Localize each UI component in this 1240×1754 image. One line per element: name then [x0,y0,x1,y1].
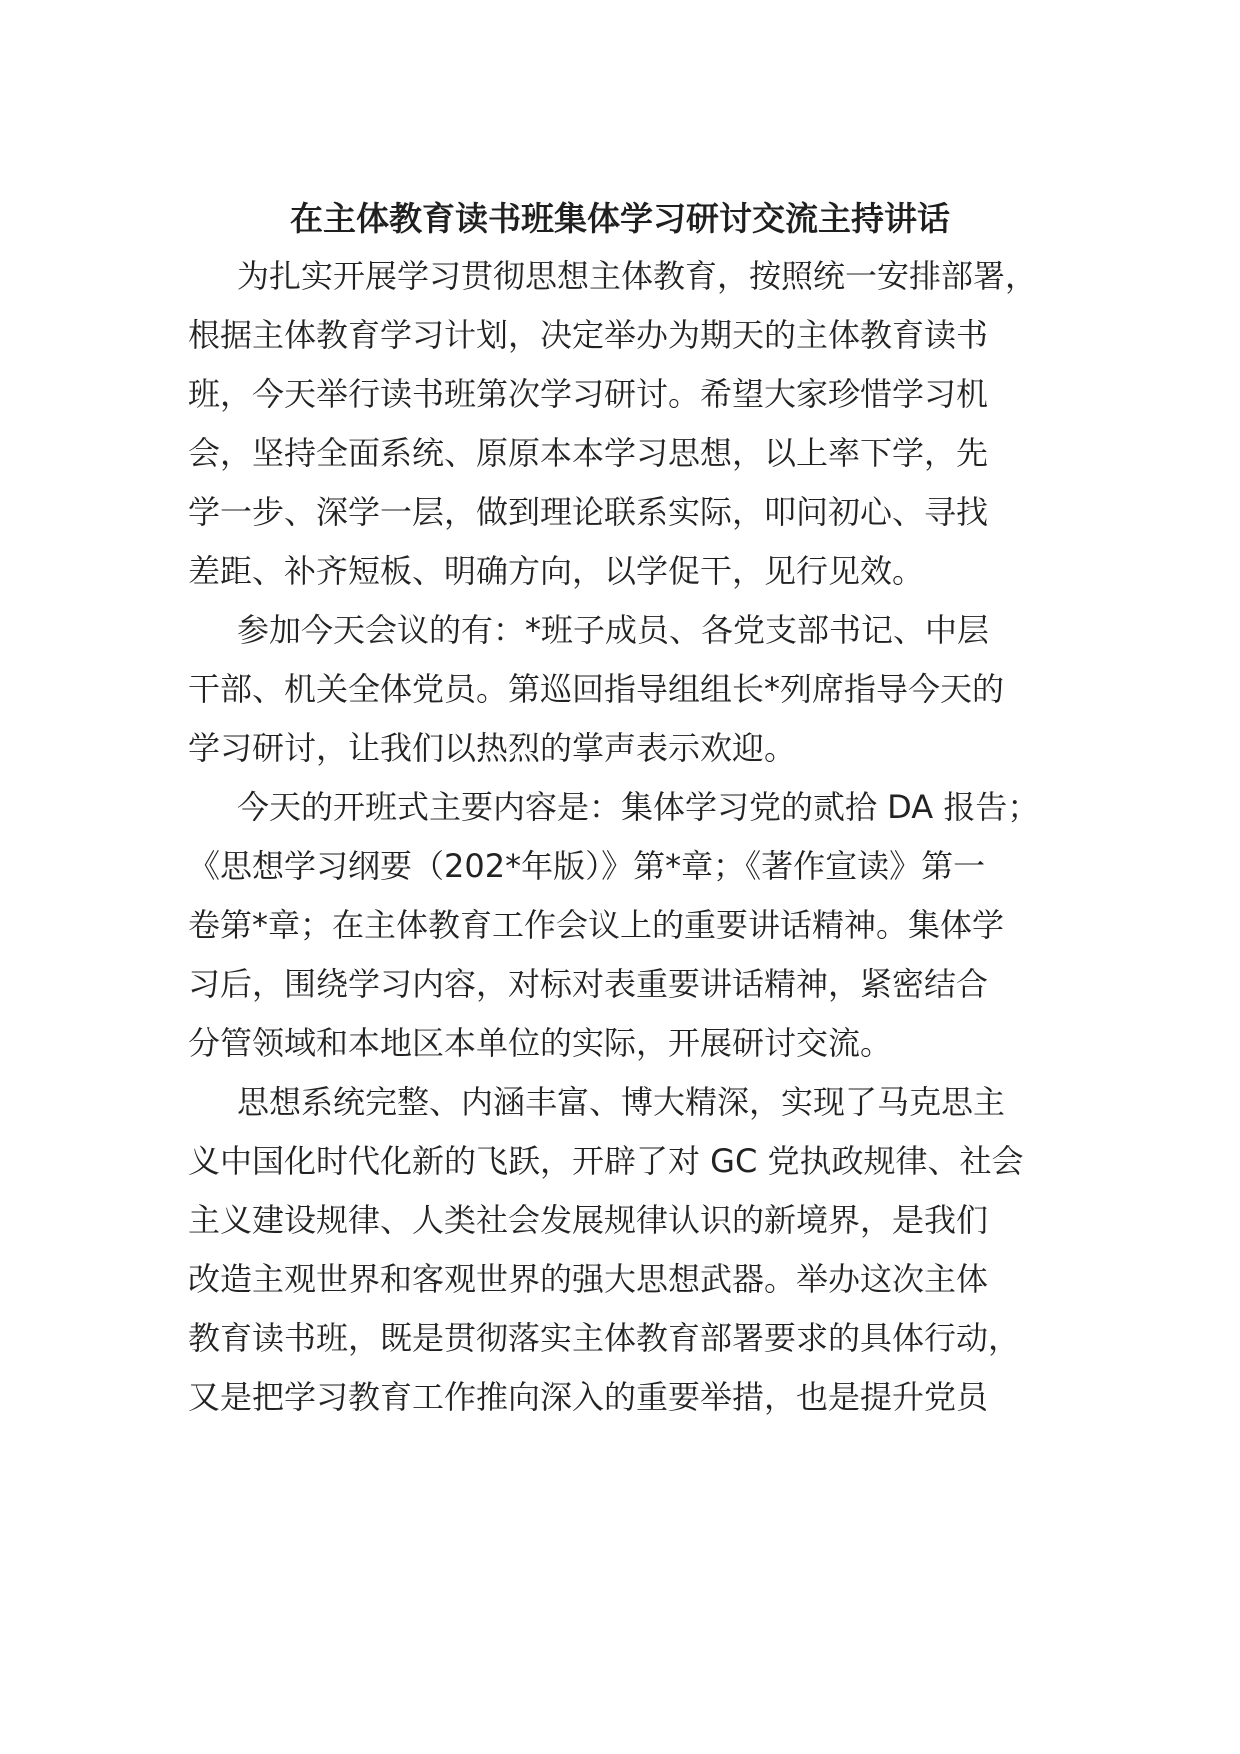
text-line: 《思想学习纲要（202*年版）》第*章；《著作宣读》第一 [188,847,986,885]
text-line: 卷第*章；在主体教育工作会议上的重要讲话精神。集体学 [188,906,1005,944]
text-line: 分管领域和本地区本单位的实际，开展研讨交流。 [188,1024,893,1062]
text-line: 班，今天举行读书班第次学习研讨。希望大家珍惜学习机 [188,375,989,413]
text-line: 又是把学习教育工作推向深入的重要举措，也是提升党员 [188,1378,989,1416]
text-line: 今天的开班式主要内容是：集体学习党的贰拾 DA 报告； [237,788,1040,826]
text-line: 教育读书班，既是贯彻落实主体教育部署要求的具体行动， [188,1319,1021,1357]
text-line: 思想系统完整、内涵丰富、博大精深，实现了马克思主 [237,1083,1006,1121]
text-line: 为扎实开展学习贯彻思想主体教育，按照统一安排部署， [237,257,1038,295]
text-line: 习后，围绕学习内容，对标对表重要讲话精神，紧密结合 [188,965,989,1003]
text-line: 学一步、深学一层，做到理论联系实际，叩问初心、寻找 [188,493,989,531]
text-line: 义中国化时代化新的飞跃，开辟了对 GC 党执政规律、社会 [188,1142,1024,1180]
text-line: 学习研讨，让我们以热烈的掌声表示欢迎。 [188,729,797,767]
text-line: 会，坚持全面系统、原原本本学习思想，以上率下学，先 [188,434,989,472]
text-line: 主义建设规律、人类社会发展规律认识的新境界，是我们 [188,1201,989,1239]
text-line: 改造主观世界和客观世界的强大思想武器。举办这次主体 [188,1260,989,1298]
document-title: 在主体教育读书班集体学习研讨交流主持讲话 [290,199,950,238]
text-line: 干部、机关全体党员。第巡回指导组组长*列席指导今天的 [188,670,1005,708]
text-line: 差距、补齐短板、明确方向，以学促干，见行见效。 [188,552,925,590]
text-line: 根据主体教育学习计划，决定举办为期天的主体教育读书 [188,316,989,354]
text-line: 参加今天会议的有：*班子成员、各党支部书记、中层 [237,611,990,649]
